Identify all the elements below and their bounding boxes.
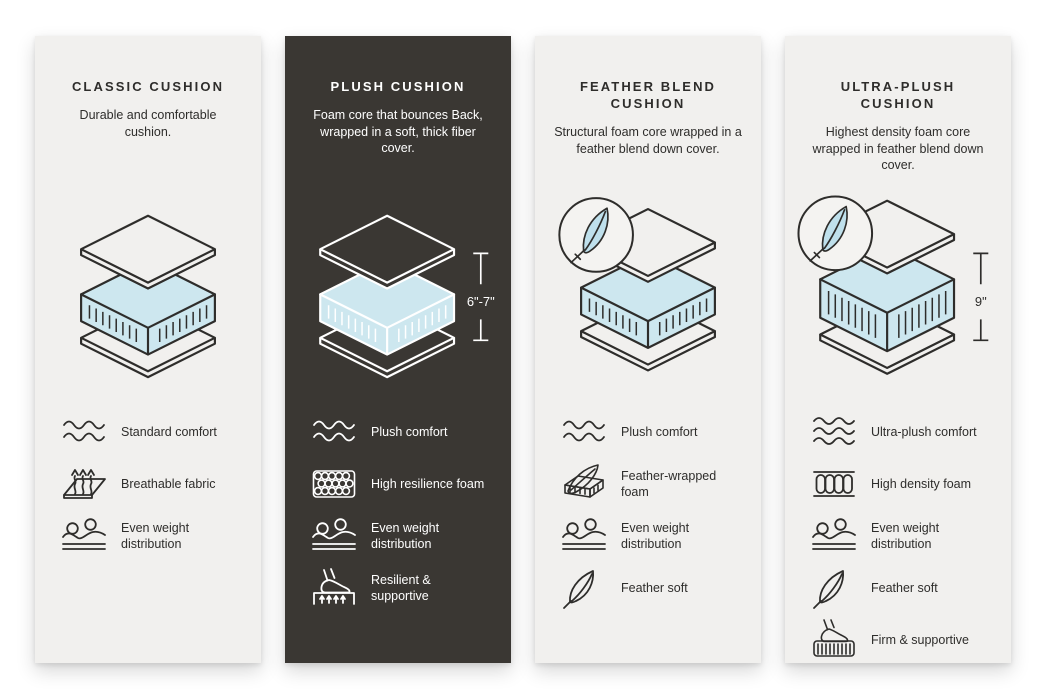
feature-list xyxy=(785,412,1011,660)
feature-label: Plush comfort xyxy=(621,425,698,439)
card-description: Structural foam core wrapped in a feather blend down cover. xyxy=(554,125,742,156)
cushion-illustration xyxy=(35,194,261,388)
even-weight-icon xyxy=(311,516,357,556)
layered-cushion-icon xyxy=(40,194,256,388)
card-description: Durable and comfortable cushion. xyxy=(79,108,217,139)
feature-label: Even weight distribution xyxy=(871,521,940,551)
feature-item xyxy=(561,568,761,608)
even-weight-icon xyxy=(811,516,857,556)
even-weight-icon xyxy=(561,516,607,556)
feature-label: Feather soft xyxy=(621,581,688,595)
feature-item xyxy=(61,516,261,556)
foam-cells-icon xyxy=(311,464,357,504)
card-header xyxy=(285,78,511,194)
card-title: FEATHER BLEND CUSHION xyxy=(579,79,717,111)
feature-item xyxy=(311,568,511,608)
foot-support-icon xyxy=(311,568,357,608)
feature-item xyxy=(61,464,261,504)
density-foam-icon xyxy=(811,464,857,504)
card-description: Foam core that bounces Back, wrapped in a soft, thick fiber cover. xyxy=(313,108,483,155)
layered-cushion-icon xyxy=(290,194,506,388)
feature-label: Feather soft xyxy=(871,581,938,595)
feature-item xyxy=(561,412,761,452)
feather-badge-icon xyxy=(798,197,872,271)
feature-list xyxy=(285,412,511,608)
card-title: PLUSH CUSHION xyxy=(330,79,466,94)
even-weight-icon xyxy=(61,516,107,556)
layered-cushion-icon xyxy=(540,194,756,388)
feature-item xyxy=(311,464,511,504)
feature-label: Plush comfort xyxy=(371,425,448,439)
feature-list xyxy=(35,412,261,556)
feature-label: High density foam xyxy=(871,477,972,491)
feature-item xyxy=(811,412,1011,452)
dimension-label: 9" xyxy=(974,294,987,310)
waves-icon xyxy=(561,412,607,452)
feather-foam-icon xyxy=(561,464,607,504)
feature-item xyxy=(811,516,1011,556)
feature-label: Breathable fabric xyxy=(121,477,216,491)
feature-label: Even weight distribution xyxy=(621,521,690,551)
cushion-illustration xyxy=(285,194,511,388)
card-header xyxy=(785,78,1011,194)
feature-list xyxy=(535,412,761,608)
feature-item xyxy=(811,568,1011,608)
card-header xyxy=(535,78,761,194)
feature-label: Feather-wrapped foam xyxy=(621,469,717,499)
height-dimension xyxy=(467,253,495,340)
feature-item xyxy=(311,516,511,556)
feature-item xyxy=(811,464,1011,504)
card-header xyxy=(35,78,261,194)
feature-item xyxy=(311,412,511,452)
card-feather-blend-cushion xyxy=(535,36,761,663)
feature-item xyxy=(561,516,761,556)
card-ultra-plush-cushion xyxy=(785,36,1011,663)
feature-label: Ultra-plush comfort xyxy=(871,425,977,439)
layered-cushion-icon xyxy=(790,194,1006,388)
feature-label: Standard comfort xyxy=(121,425,217,439)
feature-label: Firm & supportive xyxy=(871,633,969,647)
cushion-illustration xyxy=(785,194,1011,388)
card-description: Highest density foam core wrapped in feather blend down cover. xyxy=(812,125,984,172)
cushion-illustration xyxy=(535,194,761,388)
feature-label: Resilient & supportive xyxy=(371,573,431,603)
dimension-label: 6"-7" xyxy=(466,294,495,310)
foot-mattress-icon xyxy=(811,620,857,660)
feature-item xyxy=(61,412,261,452)
card-classic-cushion xyxy=(35,36,261,663)
waves-icon xyxy=(61,412,107,452)
feature-label: Even weight distribution xyxy=(371,521,440,551)
card-title: CLASSIC CUSHION xyxy=(71,79,225,94)
waves-triple-icon xyxy=(811,412,857,452)
feather-icon xyxy=(561,568,607,608)
feature-label: Even weight distribution xyxy=(121,521,190,551)
feather-icon xyxy=(811,568,857,608)
height-dimension xyxy=(973,253,988,340)
card-plush-cushion xyxy=(285,36,511,663)
feather-badge-icon xyxy=(559,198,633,272)
feature-item xyxy=(811,620,1011,660)
card-title: ULTRA-PLUSH CUSHION xyxy=(840,79,956,111)
breathable-icon xyxy=(61,464,107,504)
feature-item xyxy=(561,464,761,504)
waves-icon xyxy=(311,412,357,452)
feature-label: High resilience foam xyxy=(371,477,485,491)
